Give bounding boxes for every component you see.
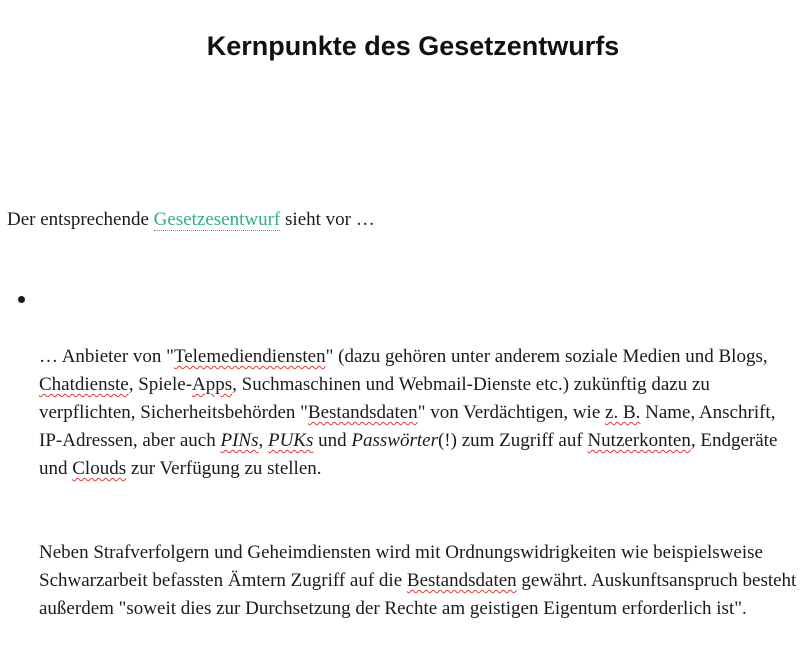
list-item-paragraph-2 xyxy=(39,539,801,623)
gesetzesentwurf-link[interactable]: Gesetzesentwurf xyxy=(153,209,281,230)
text-segment: , Spiele- xyxy=(128,374,193,395)
text-segment: gewährt. Auskunftsanspruch besteht außerdem "soweit dies zur Durchsetzung der Rechte am geistigen Eigentum erforderlich ist". xyxy=(39,570,797,619)
spellcheck-word[interactable]: PUKs xyxy=(267,430,314,451)
list-item-paragraph-1 xyxy=(39,343,801,483)
text-segment: , Suchmaschinen und Webmail-Dienste etc.) zukünftig dazu zu verpflichten, Sicherheitsbehörden " xyxy=(39,374,710,423)
list-bullet xyxy=(18,296,25,303)
spellcheck-word[interactable]: Telemediendiensten xyxy=(173,346,326,367)
spellcheck-word[interactable]: Bestandsdaten xyxy=(307,402,418,423)
intro-paragraph xyxy=(7,206,797,234)
text-segment: und xyxy=(313,430,352,451)
spellcheck-word[interactable]: Clouds xyxy=(72,458,127,479)
text-segment: zur Verfügung zu stellen. xyxy=(126,458,322,479)
text-segment: , Endgeräte und xyxy=(39,430,778,479)
text-segment: (!) zum Zugriff auf xyxy=(437,430,588,451)
text-segment: Neben Strafverfolgern und Geheimdiensten wird mit Ordnungswidrigkeiten wie beispielsweise Schwarzarbeit befassten Ämtern Zugriff auf die xyxy=(39,542,763,591)
intro-text-before: Der entsprechende xyxy=(7,209,154,230)
text-segment: , xyxy=(258,430,268,451)
spellcheck-word[interactable]: z. B. xyxy=(605,402,641,423)
text-segment: Name, Anschrift, IP-Adressen, aber auch xyxy=(39,402,776,451)
page-title: Kernpunkte des Gesetzentwurfs xyxy=(206,31,620,62)
spellcheck-word[interactable]: Apps xyxy=(192,374,233,395)
spellcheck-word[interactable]: Bestandsdaten xyxy=(406,570,517,591)
spellcheck-word[interactable]: Chatdienste xyxy=(39,374,129,395)
spellcheck-word[interactable]: PINs xyxy=(220,430,259,451)
spellcheck-word[interactable]: Nutzerkonten xyxy=(587,430,691,451)
intro-text-after: sieht vor … xyxy=(280,209,375,230)
text-segment: " (dazu gehören unter anderem soziale Medien und Blogs, xyxy=(325,346,768,367)
text-segment: " von Verdächtigen, wie xyxy=(417,402,606,423)
text-segment: … Anbieter von " xyxy=(39,346,174,367)
emphasized-word: Passwörter xyxy=(351,430,438,451)
